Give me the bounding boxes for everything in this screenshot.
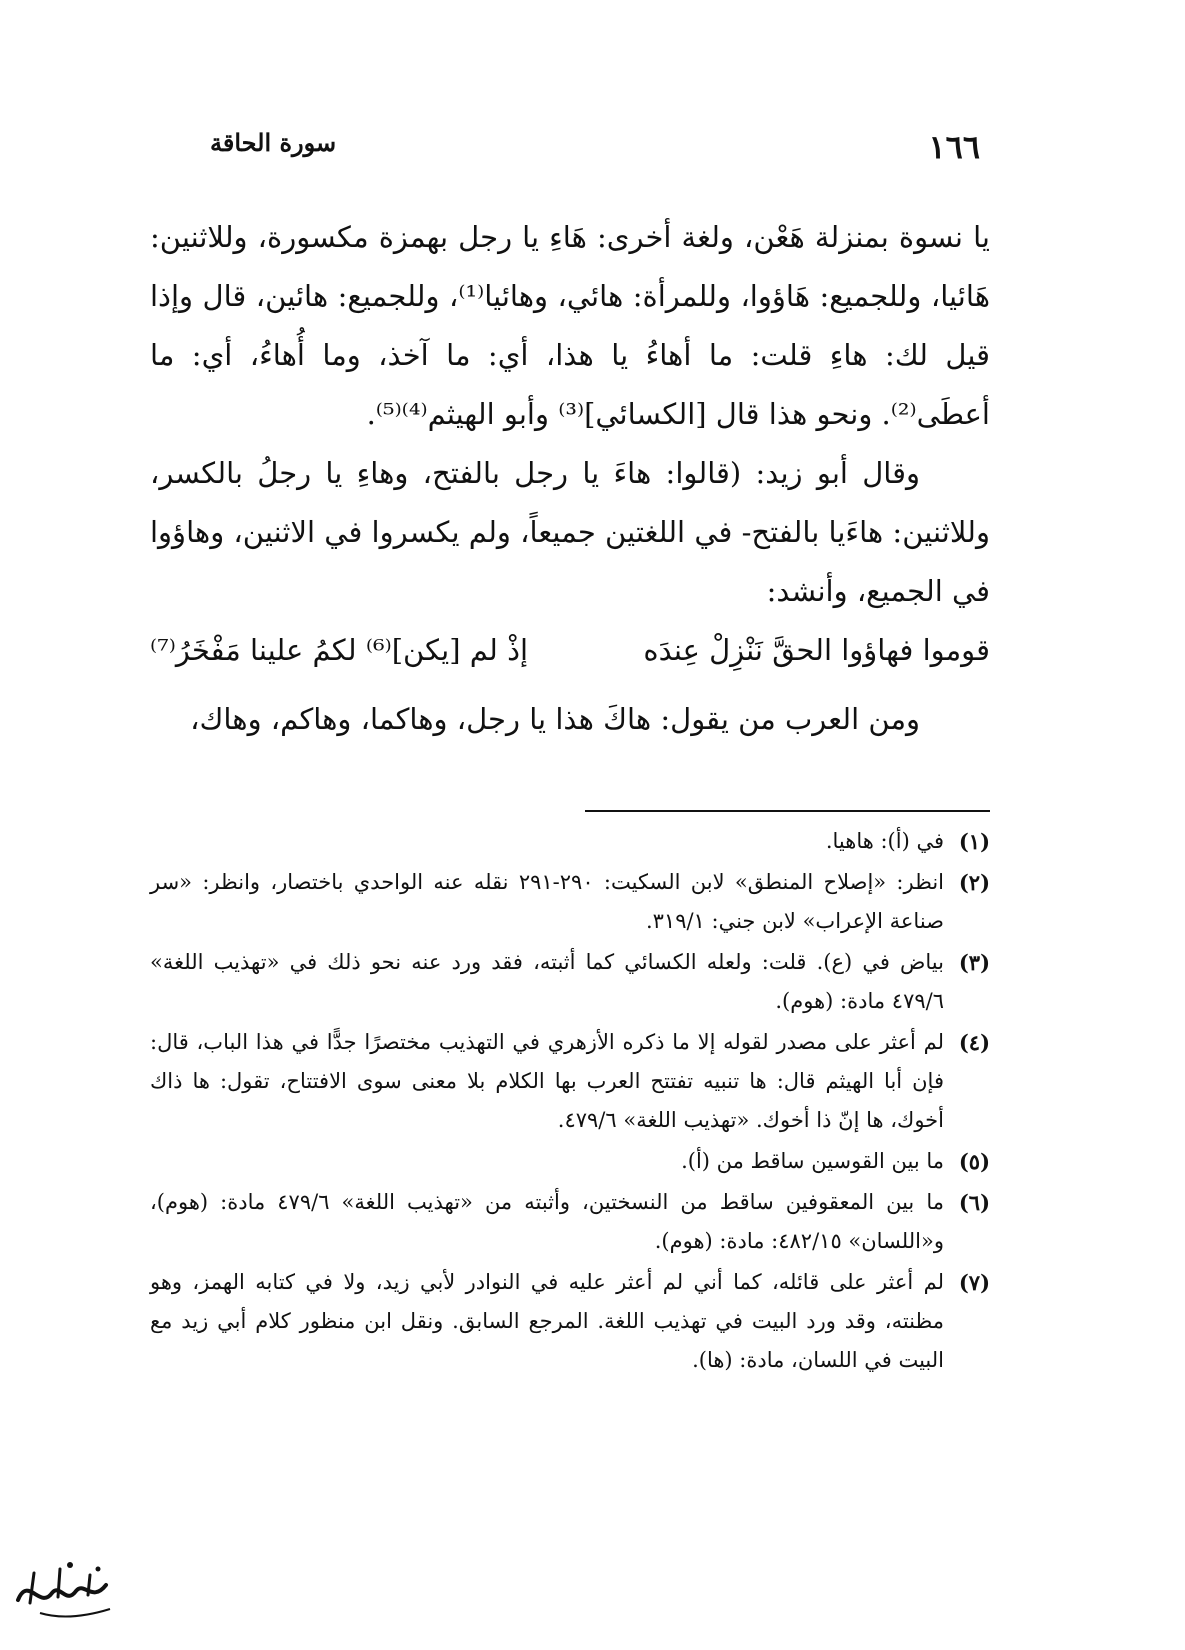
footnote-text: بياض في (ع). قلت: ولعله الكسائي كما أثبته، فقد ورد عنه نحو ذلك في «تهذيب اللغة» ٤٧٩/٦ مادة: (هوم). — [150, 950, 944, 1013]
footnote-number: (٤) — [958, 1030, 990, 1055]
footnote-text: في (أ): هاهيا. — [825, 829, 944, 853]
footnote-number: (١) — [958, 829, 990, 854]
paragraph-3: ومن العرب من يقول: هاكَ هذا يا رجل، وهاكما، وهاكم، وهاك، — [190, 702, 920, 736]
footnote-text: ما بين المعقوفين ساقط من النسختين، وأثبته من «تهذيب اللغة» ٤٧٩/٦ مادة: (هوم)، و«اللسان» ٤٨٢/١٥: مادة: (هوم). — [150, 1190, 944, 1253]
paragraph-2: وقال أبو زيد: (قالوا: هاءَ يا رجل بالفتح، وهاءِ يا رجلُ بالكسر، وللاثنين: هاءَيا بالفتح- في اللغتين جميعاً، ولم يكسروا في الاثنين، وهاؤوا في الجميع، وأنشد: — [150, 456, 990, 608]
publisher-logo — [10, 1555, 120, 1625]
paragraph-1: يا نسوة بمنزلة هَعْن، ولغة أخرى: هَاءِ يا رجل بهمزة مكسورة، وللاثنين: هَائيا، وللجميع: هَاؤوا، وللمرأة: هائي، وهائيا⁽¹⁾، وللجميع: هائين، قال وإذا قيل لك: هاءِ قلت: ما أهاءُ يا هذا، أي: ما آخذ، وما أُهاءُ، أي: ما أعطَى⁽²⁾. ونحو هذا قال [الكسائي]⁽³⁾ وأبو الهيثم⁽⁴⁾⁽⁵⁾. — [150, 220, 990, 431]
footnote-number: (٢) — [958, 870, 990, 895]
page-number: ١٦٦ — [928, 128, 980, 166]
footnote-separator — [585, 810, 990, 812]
page-header — [210, 128, 980, 168]
footnote-text: لم أعثر على قائله، كما أني لم أعثر عليه في النوادر لأبي زيد، ولا في كتابه الهمز، وهو مظنته، وقد ورد البيت في تهذيب اللغة. المرجع السابق. ونقل ابن منظور كلام أبي زيد مع البيت في اللسان، مادة: (ها). — [150, 1270, 944, 1372]
verse-second-hemistich: إذْ لم [يكن]⁽⁶⁾ لكمُ علينا مَفْخَرُ⁽⁷⁾ — [150, 633, 529, 667]
footnote-number: (٧) — [958, 1270, 990, 1295]
main-text — [150, 208, 990, 749]
footnote — [150, 1142, 990, 1181]
footnote — [150, 1263, 990, 1380]
footnote — [150, 863, 990, 941]
footnote-number: (٦) — [958, 1190, 990, 1215]
footnote-number: (٣) — [958, 950, 990, 975]
footnote — [150, 943, 990, 1021]
poetry-verse — [150, 621, 990, 680]
footnote-number: (٥) — [958, 1149, 990, 1174]
footnote-text: لم أعثر على مصدر لقوله إلا ما ذكره الأزهري في التهذيب مختصرًا جدًّا في هذا الباب، قال: فإن أبا الهيثم قال: ها تنبيه تفتتح العرب بها الكلام بلا معنى سوى الافتتاح، تقول: ها ذاك أخوك، ها إنّ ذا أخوك. «تهذيب اللغة» ٤٧٩/٦. — [150, 1030, 944, 1132]
footnote — [150, 822, 990, 861]
surah-title: سورة الحاقة — [210, 128, 337, 157]
footnote-text: انظر: «إصلاح المنطق» لابن السكيت: ٢٩٠-٢٩١ نقله عنه الواحدي باختصار، وانظر: «سر صناعة الإعراب» لابن جني: ٣١٩/١. — [150, 870, 944, 933]
footnote — [150, 1023, 990, 1140]
footnotes — [150, 822, 990, 1382]
footnote-text: ما بين القوسين ساقط من (أ). — [681, 1149, 944, 1173]
footnote — [150, 1183, 990, 1261]
verse-first-hemistich: قوموا فهاؤوا الحقَّ نَنْزِلْ عِندَه — [643, 633, 990, 667]
